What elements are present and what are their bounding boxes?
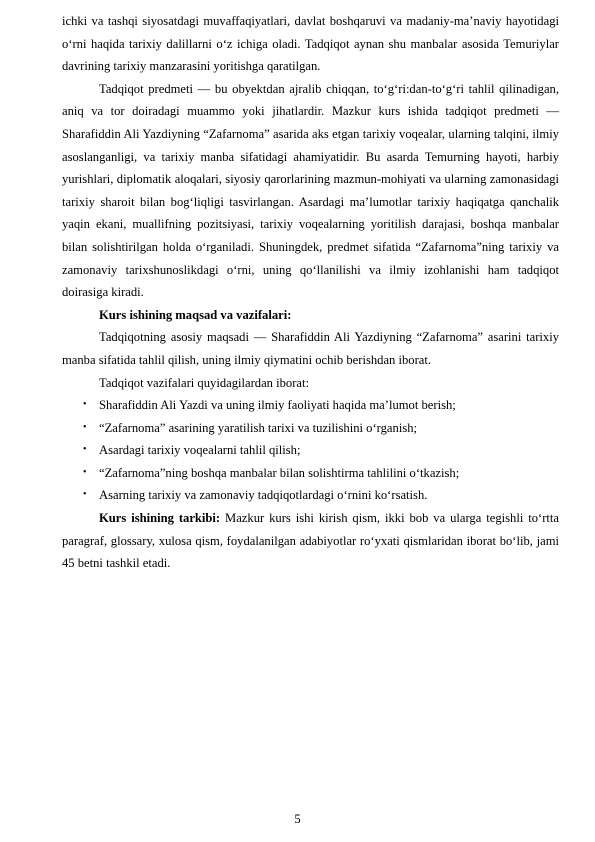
- bullet-icon: •: [83, 399, 87, 411]
- bullet-icon: •: [83, 489, 87, 501]
- structure-label: Kurs ishining tarkibi:: [99, 511, 221, 526]
- paragraph-tasks-intro: Tadqiqot vazifalari quyidagilardan iborat:: [99, 375, 309, 390]
- paragraph-main-goal: Tadqiqotning asosiy maqsadi — Sharafiddin Ali Yazdiyning “Zafarnoma” asarini tarixiy manba sifatida tahlil qilish, uning ilmiy qiymatini ochib berishdan iborat.: [62, 330, 559, 367]
- paragraph-structure: [62, 507, 559, 575]
- task-list: [62, 394, 559, 507]
- list-item: • Sharafiddin Ali Yazdi va uning ilmiy faoliyati haqida ma’lumot berish;: [62, 394, 559, 417]
- structure-text: Mazkur kurs ishi kirish qism, ikki bob va ularga tegishli to‘rtta paragraf, glossary, xulosa qism, foydalanilgan adabiyotlar ro‘yxati qismlaridan iborat bo‘lib, jami 45 betni tashkil etadi.: [62, 511, 559, 571]
- section-heading-goals: Kurs ishining maqsad va vazifalari:: [99, 307, 292, 322]
- document-page: [62, 10, 559, 575]
- paragraph-object-continuation: ichki va tashqi siyosatdagi muvaffaqiyatlari, davlat boshqaruvi va madaniy-ma’naviy hayotidagi o‘rni haqida tarixiy dalillarni o‘z ichiga oladi. Tadqiqot aynan shu manbalar asosida Temuriylar davrining tarixiy manzarasini yoritishga qaratilgan.: [62, 14, 559, 74]
- list-item: • “Zafarnoma”ning boshqa manbalar bilan solishtirma tahlilini o‘tkazish;: [62, 462, 559, 485]
- page-number: 5: [294, 812, 301, 826]
- list-item: • Asarning tarixiy va zamonaviy tadqiqotlardagi o‘rnini ko‘rsatish.: [62, 484, 559, 507]
- bullet-icon: •: [83, 466, 87, 478]
- paragraph-research-subject: Tadqiqot predmeti — bu obyektdan ajralib chiqqan, to‘g‘ri:dan-to‘g‘ri tahlil qilinadigan, aniq va tor doiradagi muammo yoki jihatlardir. Mazkur kurs ishida tadqiqot predmeti — Sharafiddin Ali Yazdiyning “Zafarnoma” asarida aks etgan tarixiy voqealar, ularning talqini, ilmiy asoslanganligi, va tarixiy manba sifatidagi ahamiyatidir. Bu asarda Temurning hayoti, harbiy yurishlari, diplomatik aloqalari, siyosiy qarorlarining mazmun-mohiyati va ularning zamonasidagi tarixiy sharoit bilan bog‘liqligi tasvirlangan. Asardagi ma’lumotlar tarixiy haqiqatga qanchalik yaqin ekani, muallifning pozitsiyasi, tarixiy voqealarning yoritilish darajasi, boshqa manbalar bilan solishtirilgan holda o‘rganiladi. Shuningdek, predmet sifatida “Zafarnoma”ning tarixiy va zamonaviy tarixshunoslikdagi o‘rni, uning qo‘llanilishi va ilmiy izohlanishi ham tadqiqot doirasiga kiradi.: [62, 81, 559, 300]
- list-item: • “Zafarnoma” asarining yaratilish tarixi va tuzilishini o‘rganish;: [62, 417, 559, 440]
- bullet-icon: •: [83, 444, 87, 456]
- bullet-icon: •: [83, 421, 87, 433]
- list-item: • Asardagi tarixiy voqealarni tahlil qilish;: [62, 439, 559, 462]
